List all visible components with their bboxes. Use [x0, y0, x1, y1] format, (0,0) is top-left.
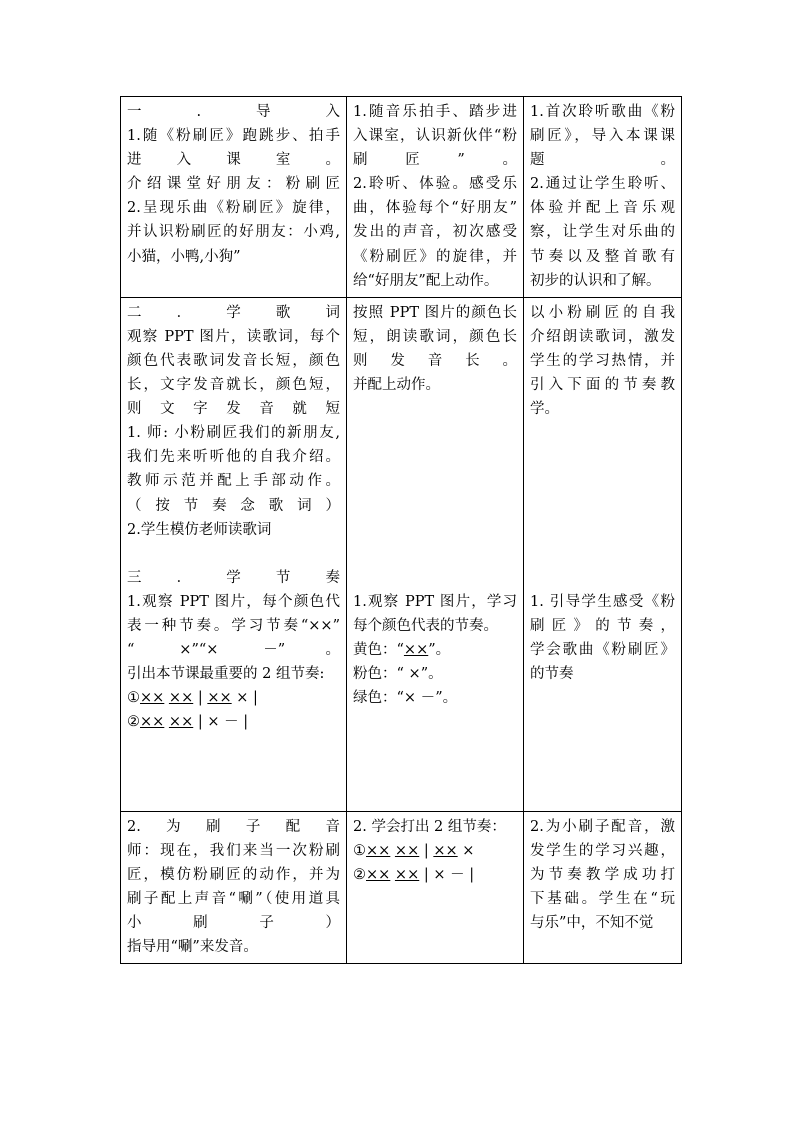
- color-rhythm-line: [353, 638, 517, 662]
- text-line: （按节奏念歌词）: [127, 497, 340, 514]
- text-line: 表一种节奏。学习节奏“××”: [127, 617, 340, 634]
- text-line: [353, 518, 517, 542]
- text-line: 1. 引导学生感受《粉: [530, 593, 675, 610]
- text-line: 《粉刷匠》的旋律，并: [353, 248, 517, 265]
- design-intent-cell: [524, 811, 682, 964]
- text-line: 2.呈现乐曲《粉刷匠》旋律，: [127, 200, 340, 217]
- text-line: 三．学节奏: [127, 569, 340, 586]
- text-line: 介绍朗读歌词，激发: [530, 328, 675, 345]
- text-line: [530, 445, 675, 469]
- color-post: ”。: [420, 666, 443, 683]
- text-line: [127, 783, 340, 807]
- text-line: 介绍课堂好朋友：粉刷匠: [127, 176, 340, 193]
- text-line: [127, 734, 340, 758]
- text-line: [353, 494, 517, 518]
- rhythm-pattern: [353, 863, 517, 887]
- text-line: 匠，模仿粉刷匠的动作，并为: [127, 866, 340, 883]
- rhythm-segment: | × － |: [193, 714, 249, 731]
- text-line: [127, 542, 340, 566]
- text-line: [353, 421, 517, 445]
- text-line: 刷匠》，导入本课课: [530, 128, 675, 145]
- rhythm-segment: ××: [366, 866, 391, 883]
- text-line: 刷匠”。: [353, 152, 517, 169]
- text-line: 引出本节课最重要的 2 组节奏:: [127, 666, 325, 683]
- text-line: 学生的学习热情，并: [530, 352, 675, 369]
- design-intent-cell: [524, 297, 682, 811]
- text-line: 与乐”中，不知不觉: [530, 915, 654, 932]
- text-line: 入课室，认识新伙伴“粉: [353, 128, 517, 145]
- text-line: 为节奏教学成功打: [530, 866, 675, 883]
- text-line: 2.聆听、体验。感受乐: [353, 176, 517, 193]
- text-line: 2.学生模仿老师读歌词: [127, 521, 272, 538]
- rhythm-segment: ××: [394, 866, 420, 883]
- text-line: 曲，体验每个“好朋友”: [353, 200, 517, 217]
- rhythm-segment: | × － |: [419, 866, 475, 883]
- rhythm-segment: ××: [140, 690, 165, 707]
- text-line: 察，让学生对乐曲的: [530, 224, 675, 241]
- table-row: [121, 97, 682, 298]
- text-line: [353, 469, 517, 493]
- text-line: 2. 学会打出 2 组节奏：: [353, 818, 506, 835]
- rhythm-pattern: [127, 710, 340, 734]
- color-rhythm-line: [353, 686, 517, 710]
- rhythm-segment: ××: [433, 842, 458, 859]
- color-label: 黄色：: [353, 642, 397, 659]
- text-line: 1. 师: 小粉刷匠我们的新朋友,: [127, 425, 340, 442]
- text-line: 1.随音乐拍手、踏步进: [353, 104, 517, 120]
- text-line: 按照 PPT 图片的颜色长: [353, 304, 517, 321]
- text-line: 短，朗读歌词，颜色长: [353, 328, 517, 345]
- teaching-content-cell: [121, 297, 347, 811]
- text-line: [530, 518, 675, 542]
- text-line: 颜色代表歌词发音长短，颜色: [127, 352, 340, 369]
- text-line: 则文字发音就短: [127, 401, 340, 418]
- text-line: [127, 759, 340, 783]
- rhythm-pattern: [127, 686, 340, 710]
- text-line: 小刷子）: [127, 915, 340, 932]
- rhythm-segment: ②: [353, 866, 366, 883]
- text-line: 师：现在，我们来当一次粉刷: [127, 842, 340, 859]
- rhythm-segment: × |: [231, 690, 258, 707]
- text-line: 并认识粉刷匠的好朋友：小鸡,: [127, 224, 340, 241]
- text-line: 下基础。学生在“玩: [530, 891, 675, 907]
- student-activity-cell: [347, 97, 524, 298]
- text-line: [530, 494, 675, 518]
- text-line: 的节奏: [530, 666, 574, 683]
- color-pre: “: [396, 690, 404, 707]
- text-line: 则发音长。: [353, 352, 517, 369]
- text-line: 1.观察 PPT 图片，学习: [353, 593, 517, 610]
- teaching-content-cell: [121, 811, 347, 964]
- text-line: 引入下面的节奏教: [530, 377, 675, 394]
- color-post: ”。: [428, 642, 451, 659]
- text-line: [353, 566, 517, 590]
- text-line: 2.为刷子配音: [127, 818, 340, 835]
- text-line: 教师示范并配上手部动作。: [127, 473, 340, 490]
- text-line: 我们先来听听他的自我介绍。: [127, 449, 340, 466]
- rhythm-segment: ××: [366, 842, 391, 859]
- text-line: 体验并配上音乐观: [530, 200, 675, 217]
- text-line: 小猫，小鸭,小狗”: [127, 248, 241, 265]
- color-pre: “: [396, 642, 404, 659]
- text-line: [353, 397, 517, 421]
- rhythm-segment: ××: [140, 714, 165, 731]
- text-line: [353, 542, 517, 566]
- color-rhythm-line: [353, 662, 517, 686]
- text-line: 进入课室。: [127, 152, 340, 169]
- rhythm-segment: ××: [207, 690, 232, 707]
- text-line: 一.导入: [127, 104, 340, 120]
- text-line: 学。: [530, 401, 559, 418]
- text-line: “ ×”“× －”。: [127, 642, 340, 659]
- text-line: [530, 469, 675, 493]
- text-line: 观察 PPT 图片，读歌词，每个: [127, 328, 340, 345]
- text-line: 刷匠》的节奏，: [530, 617, 675, 634]
- color-pre: “: [396, 666, 409, 683]
- text-line: 二．学歌词: [127, 304, 340, 321]
- text-line: 发出的声音，初次感受: [353, 224, 517, 241]
- color-label: 绿色：: [353, 690, 397, 707]
- text-line: [530, 421, 675, 445]
- color-notes: ××: [403, 642, 429, 659]
- lesson-plan-table: [120, 96, 682, 964]
- table-row: [121, 811, 682, 964]
- color-notes: × －: [403, 690, 436, 707]
- text-line: 发学生的学习兴趣，: [530, 842, 675, 859]
- color-post: ”。: [435, 690, 458, 707]
- student-activity-cell: [347, 811, 524, 964]
- rhythm-segment: ①: [353, 842, 366, 859]
- rhythm-segment: |: [193, 690, 208, 707]
- text-line: 长，文字发音就长，颜色短，: [127, 377, 340, 394]
- text-line: [353, 445, 517, 469]
- text-line: 并配上动作。: [353, 377, 440, 394]
- text-line: 初步的认识和了解。: [530, 272, 661, 289]
- text-line: 2.为小刷子配音，激: [530, 818, 675, 835]
- rhythm-segment: ××: [168, 690, 194, 707]
- text-line: 2.通过让学生聆听、: [530, 176, 675, 193]
- student-activity-cell: [347, 297, 524, 811]
- rhythm-segment: |: [419, 842, 434, 859]
- text-line: 刷子配上声音“唰”（使用道具: [127, 891, 340, 907]
- text-line: 指导用“唰”来发音。: [127, 939, 258, 956]
- text-line: [530, 542, 675, 566]
- text-line: 1.随《粉刷匠》跑跳步、拍手: [127, 128, 340, 145]
- rhythm-segment: ②: [127, 714, 140, 731]
- text-line: 以小粉刷匠的自我: [530, 304, 675, 321]
- teaching-content-cell: [121, 97, 347, 298]
- table-row: [121, 297, 682, 811]
- rhythm-segment: ××: [394, 842, 420, 859]
- rhythm-pattern: [353, 839, 517, 863]
- rhythm-segment: ×: [457, 842, 475, 859]
- text-line: 给“好朋友”配上动作。: [353, 272, 499, 289]
- color-notes: ×: [408, 666, 421, 683]
- text-line: 每个颜色代表的节奏。: [353, 617, 498, 634]
- text-line: 节奏以及整首歌有: [530, 248, 675, 265]
- rhythm-segment: ××: [168, 714, 194, 731]
- color-label: 粉色：: [353, 666, 397, 683]
- text-line: 学会歌曲《粉刷匠》: [530, 642, 675, 659]
- design-intent-cell: [524, 97, 682, 298]
- text-line: [530, 566, 675, 590]
- rhythm-segment: ①: [127, 690, 140, 707]
- text-line: 题。: [530, 152, 675, 169]
- text-line: 1.首次聆听歌曲《粉: [530, 104, 675, 120]
- text-line: 1.观察 PPT 图片，每个颜色代: [127, 593, 340, 610]
